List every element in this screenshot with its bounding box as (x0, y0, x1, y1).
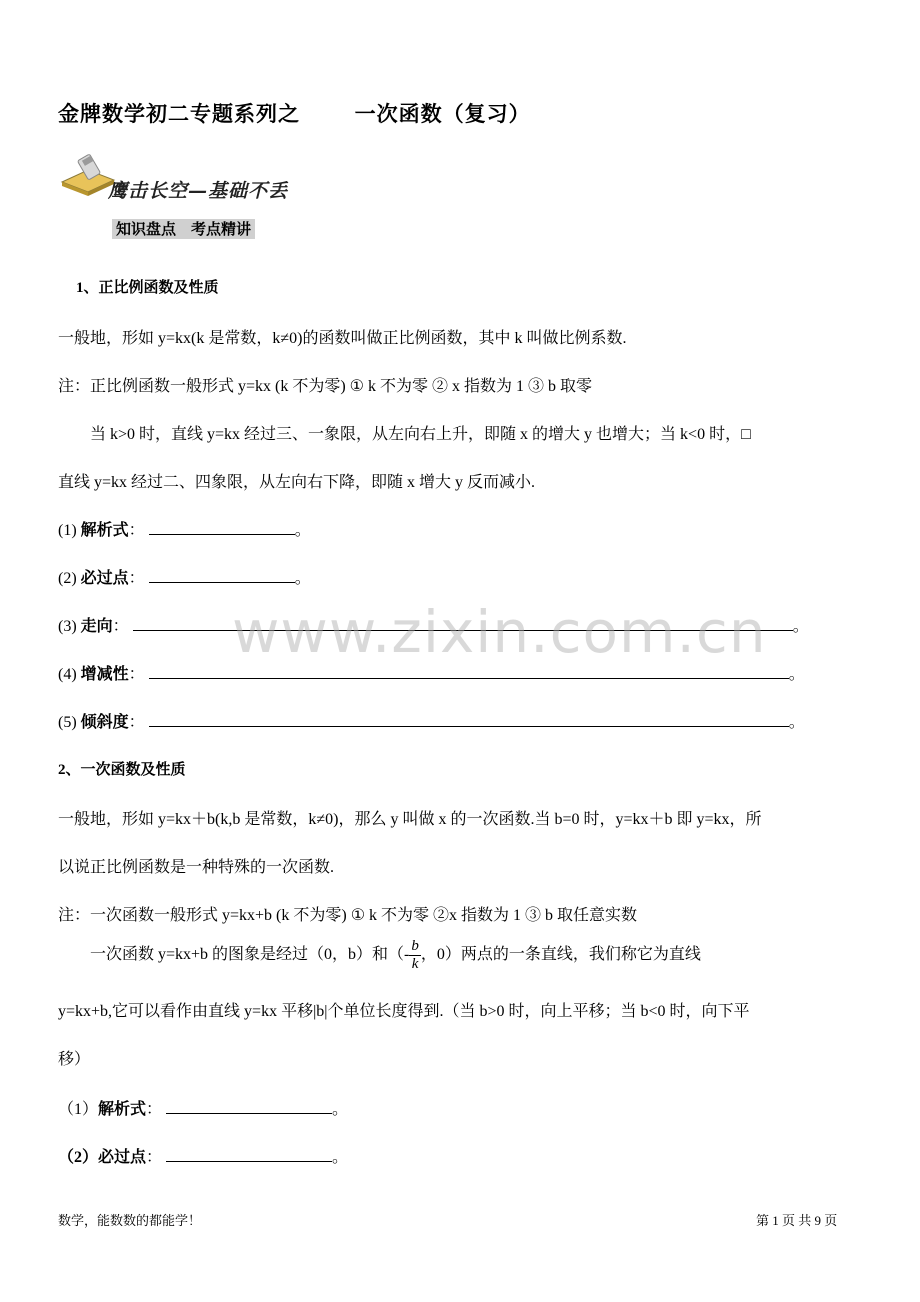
footer-slogan: 数学，能数数的都能学！ (58, 1213, 202, 1228)
item-end: 。 (294, 570, 311, 587)
item-colon: ： (146, 1101, 163, 1118)
section1-definition: 一般地，形如 y=kx(k 是常数，k≠0)的函数叫做正比例函数，其中 k 叫做比例系数. (58, 330, 627, 347)
answer-blank[interactable] (149, 520, 295, 535)
item-colon: ： (128, 522, 145, 539)
item-end: 。 (332, 1149, 349, 1166)
item-number: (4) (58, 666, 77, 683)
item-number: (5) (58, 714, 77, 731)
item-end: 。 (788, 714, 805, 731)
item-number: (2) (58, 570, 77, 587)
title-series: 金牌数学初二专题系列之 (58, 101, 300, 126)
fraction-numerator: b (411, 938, 419, 954)
answer-blank[interactable] (149, 664, 789, 679)
fraction-b-over-k (409, 938, 421, 973)
item-end: 。 (332, 1101, 349, 1118)
title-topic: 一次函数（复习） (354, 101, 531, 126)
graph-text-pre: 一次函数 y=kx+b 的图象是经过（0，b）和（- (90, 946, 410, 964)
page-title (58, 98, 531, 128)
item-label: 解析式 (80, 522, 129, 539)
item-label: 解析式 (98, 1101, 147, 1118)
section1-note: 注：正比例函数一般形式 y=kx (k 不为零) ① k 不为零 ② x 指数为 1 ③ b 取零 (58, 378, 593, 395)
section1-property-line2: 直线 y=kx 经过二、四象限，从左向右下降，即随 x 增大 y 反而减小. (58, 474, 536, 491)
item-end: 。 (788, 666, 805, 683)
footer-page-number: 第 1 页 共 9 页 (756, 1213, 838, 1228)
item-number: （2） (58, 1149, 99, 1166)
answer-blank[interactable] (149, 568, 295, 583)
blank-item-slope (58, 709, 805, 732)
item-colon: ： (128, 714, 145, 731)
banner-slogan: 鹰击长空—基础不丢 (108, 180, 289, 202)
banner-tag (112, 218, 255, 239)
section2-graph-line3: 移） (58, 1051, 91, 1068)
item-label: 增减性 (80, 666, 129, 683)
item-label: 必过点 (80, 570, 129, 587)
item-label: 走向 (80, 618, 113, 635)
banner-tag-label: 知识盘点 考点精讲 (112, 219, 255, 239)
answer-blank[interactable] (166, 1147, 332, 1162)
graph-text-post: ，0）两点的一条直线，我们称它为直线 (420, 946, 701, 964)
section1-property-line1: 当 k>0 时，直线 y=kx 经过三、一象限，从左向右上升，即随 x 的增大 y 也增大；当 k<0 时，□ (90, 426, 751, 443)
item-number: (1) (58, 522, 77, 539)
item-colon: ： (112, 618, 129, 635)
answer-blank[interactable] (149, 712, 789, 727)
section2-definition-line1: 一般地，形如 y=kx＋b(k,b 是常数，k≠0)，那么 y 叫做 x 的一次函数.当 b=0 时，y=kx＋b 即 y=kx，所 (58, 811, 762, 828)
section1-heading: 1、正比例函数及性质 (76, 280, 219, 296)
blank-item-fixed-point (58, 565, 311, 588)
watermark: www.zixin.com.cn (232, 598, 767, 666)
item-number: (3) (58, 618, 77, 635)
answer-blank[interactable] (166, 1099, 332, 1114)
item-label: 倾斜度 (80, 714, 129, 731)
section2-heading: 2、一次函数及性质 (58, 762, 186, 778)
item-colon: ： (128, 570, 145, 587)
section2-definition-line2: 以说正比例函数是一种特殊的一次函数. (58, 859, 335, 876)
blank-item-fixed-point-2 (58, 1144, 348, 1167)
item-number: （1） (58, 1101, 99, 1118)
item-end: 。 (294, 522, 311, 539)
section2-note: 注：一次函数一般形式 y=kx+b (k 不为零) ① k 不为零 ②x 指数为 1 ③ b 取任意实数 (58, 907, 638, 924)
blank-item-analytic-2 (58, 1096, 348, 1119)
item-end: 。 (792, 618, 809, 635)
item-colon: ： (128, 666, 145, 683)
item-colon: ： (146, 1149, 163, 1166)
blank-item-analytic (58, 517, 311, 540)
fraction-denominator: k (411, 956, 419, 972)
section2-graph-line1 (90, 938, 701, 973)
item-label: 必过点 (98, 1149, 147, 1166)
section2-graph-line2: y=kx+b,它可以看作由直线 y=kx 平移|b|个单位长度得到.（当 b>0 时，向上平移；当 b<0 时，向下平 (58, 1003, 750, 1020)
